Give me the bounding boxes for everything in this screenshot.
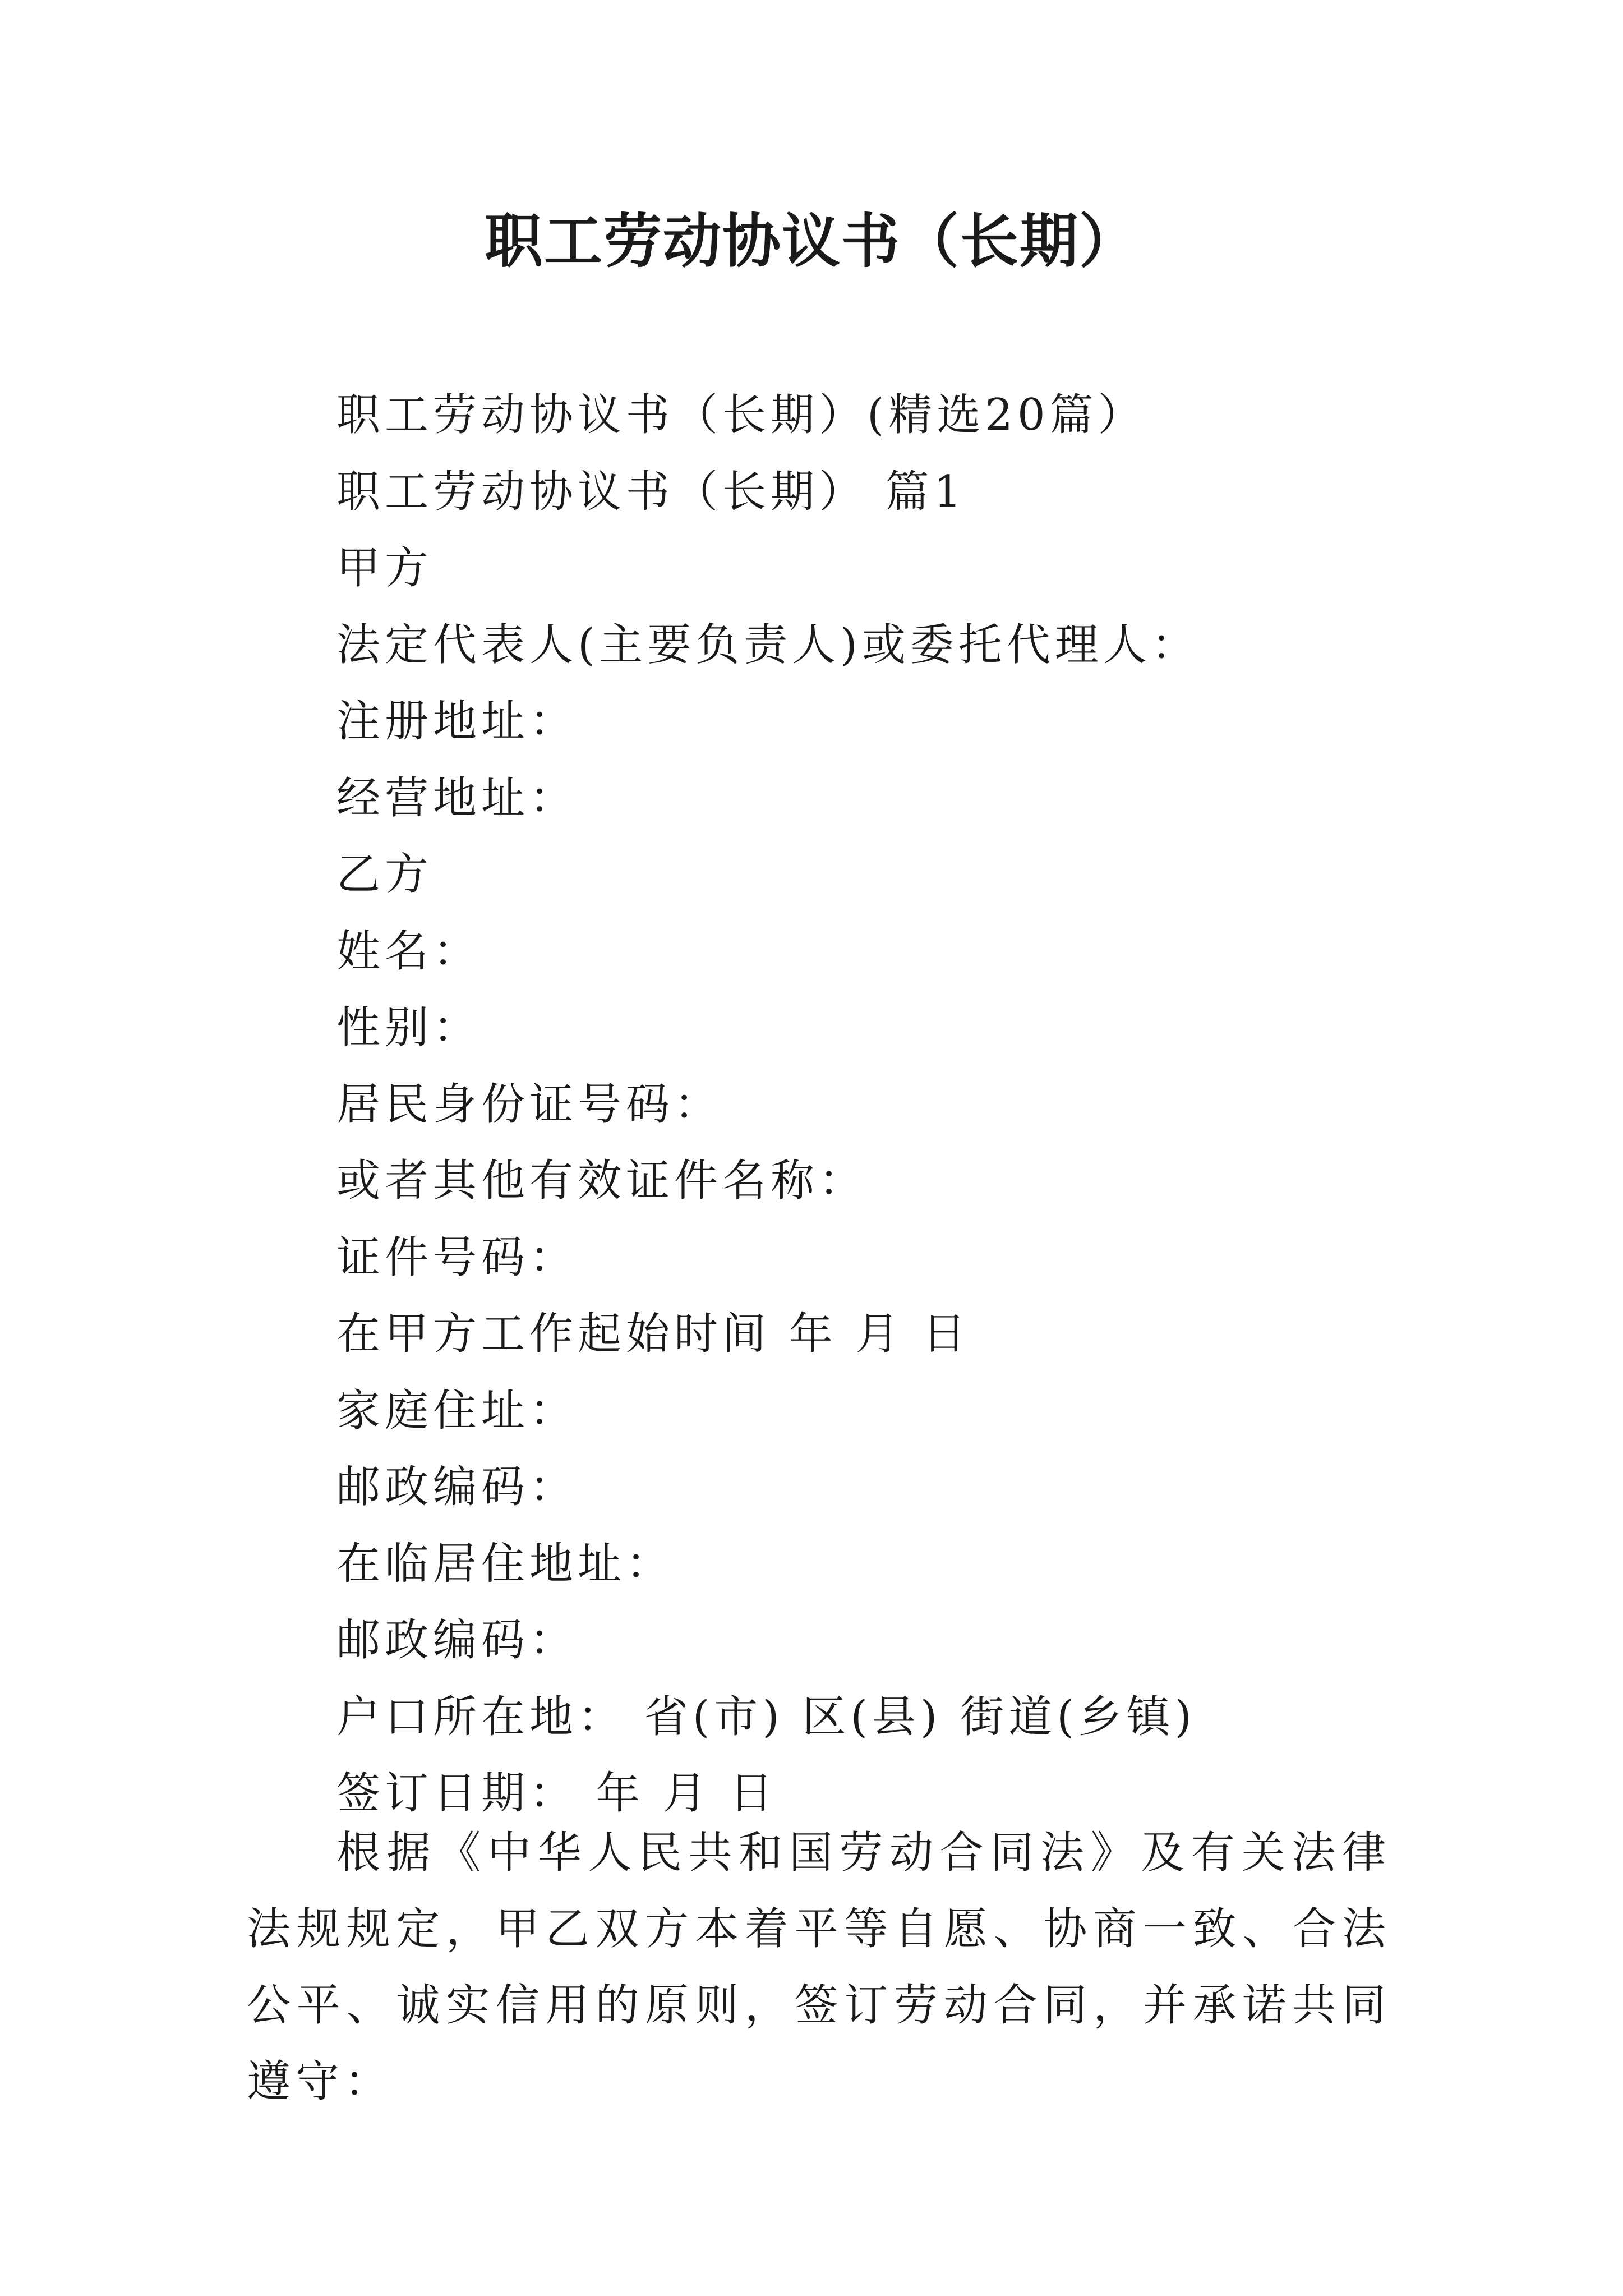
party-b-label: 乙方 (336, 849, 434, 900)
legal-representative-field: 法定代表人(主要负责人)或委托代理人： (336, 620, 1200, 670)
start-date-field: 在甲方工作起始时间 年 月 日 (336, 1309, 971, 1359)
postal-code-field: 邮政编码： (336, 1462, 578, 1512)
id-number-field: 居民身份证号码： (336, 1079, 723, 1130)
signing-date-field: 签订日期： 年 月 日 (336, 1768, 778, 1819)
business-address-field: 经营地址： (336, 773, 578, 823)
name-field: 姓名： (336, 926, 482, 977)
gender-field: 性别： (336, 1002, 482, 1053)
temporary-address-field: 在临居住地址： (336, 1539, 675, 1589)
home-address-field: 家庭住址： (336, 1386, 578, 1436)
subtitle-line: 职工劳动协议书（长期）(精选20篇） (336, 390, 1146, 440)
preamble-paragraph: 根据《中华人民共和国劳动合同法》及有关法律法规规定，甲乙双方本着平等自愿、协商一致、合法公平、诚实信用的原则，签订劳动合同，并承诺共同遵守： (247, 1828, 1391, 2107)
document-number-field: 证件号码： (336, 1232, 578, 1283)
section-heading: 职工劳动协议书（长期） 篇1 (336, 467, 966, 517)
other-id-name-field: 或者其他有效证件名称： (336, 1156, 868, 1206)
registered-address-field: 注册地址： (336, 696, 578, 747)
household-registration-field: 户口所在地： 省(市) 区(县) 街道(乡镇) (336, 1692, 1196, 1742)
party-a-label: 甲方 (336, 543, 434, 593)
document-title: 职工劳动协议书（长期） (484, 206, 1138, 275)
postal-code-field-2: 邮政编码： (336, 1615, 578, 1665)
